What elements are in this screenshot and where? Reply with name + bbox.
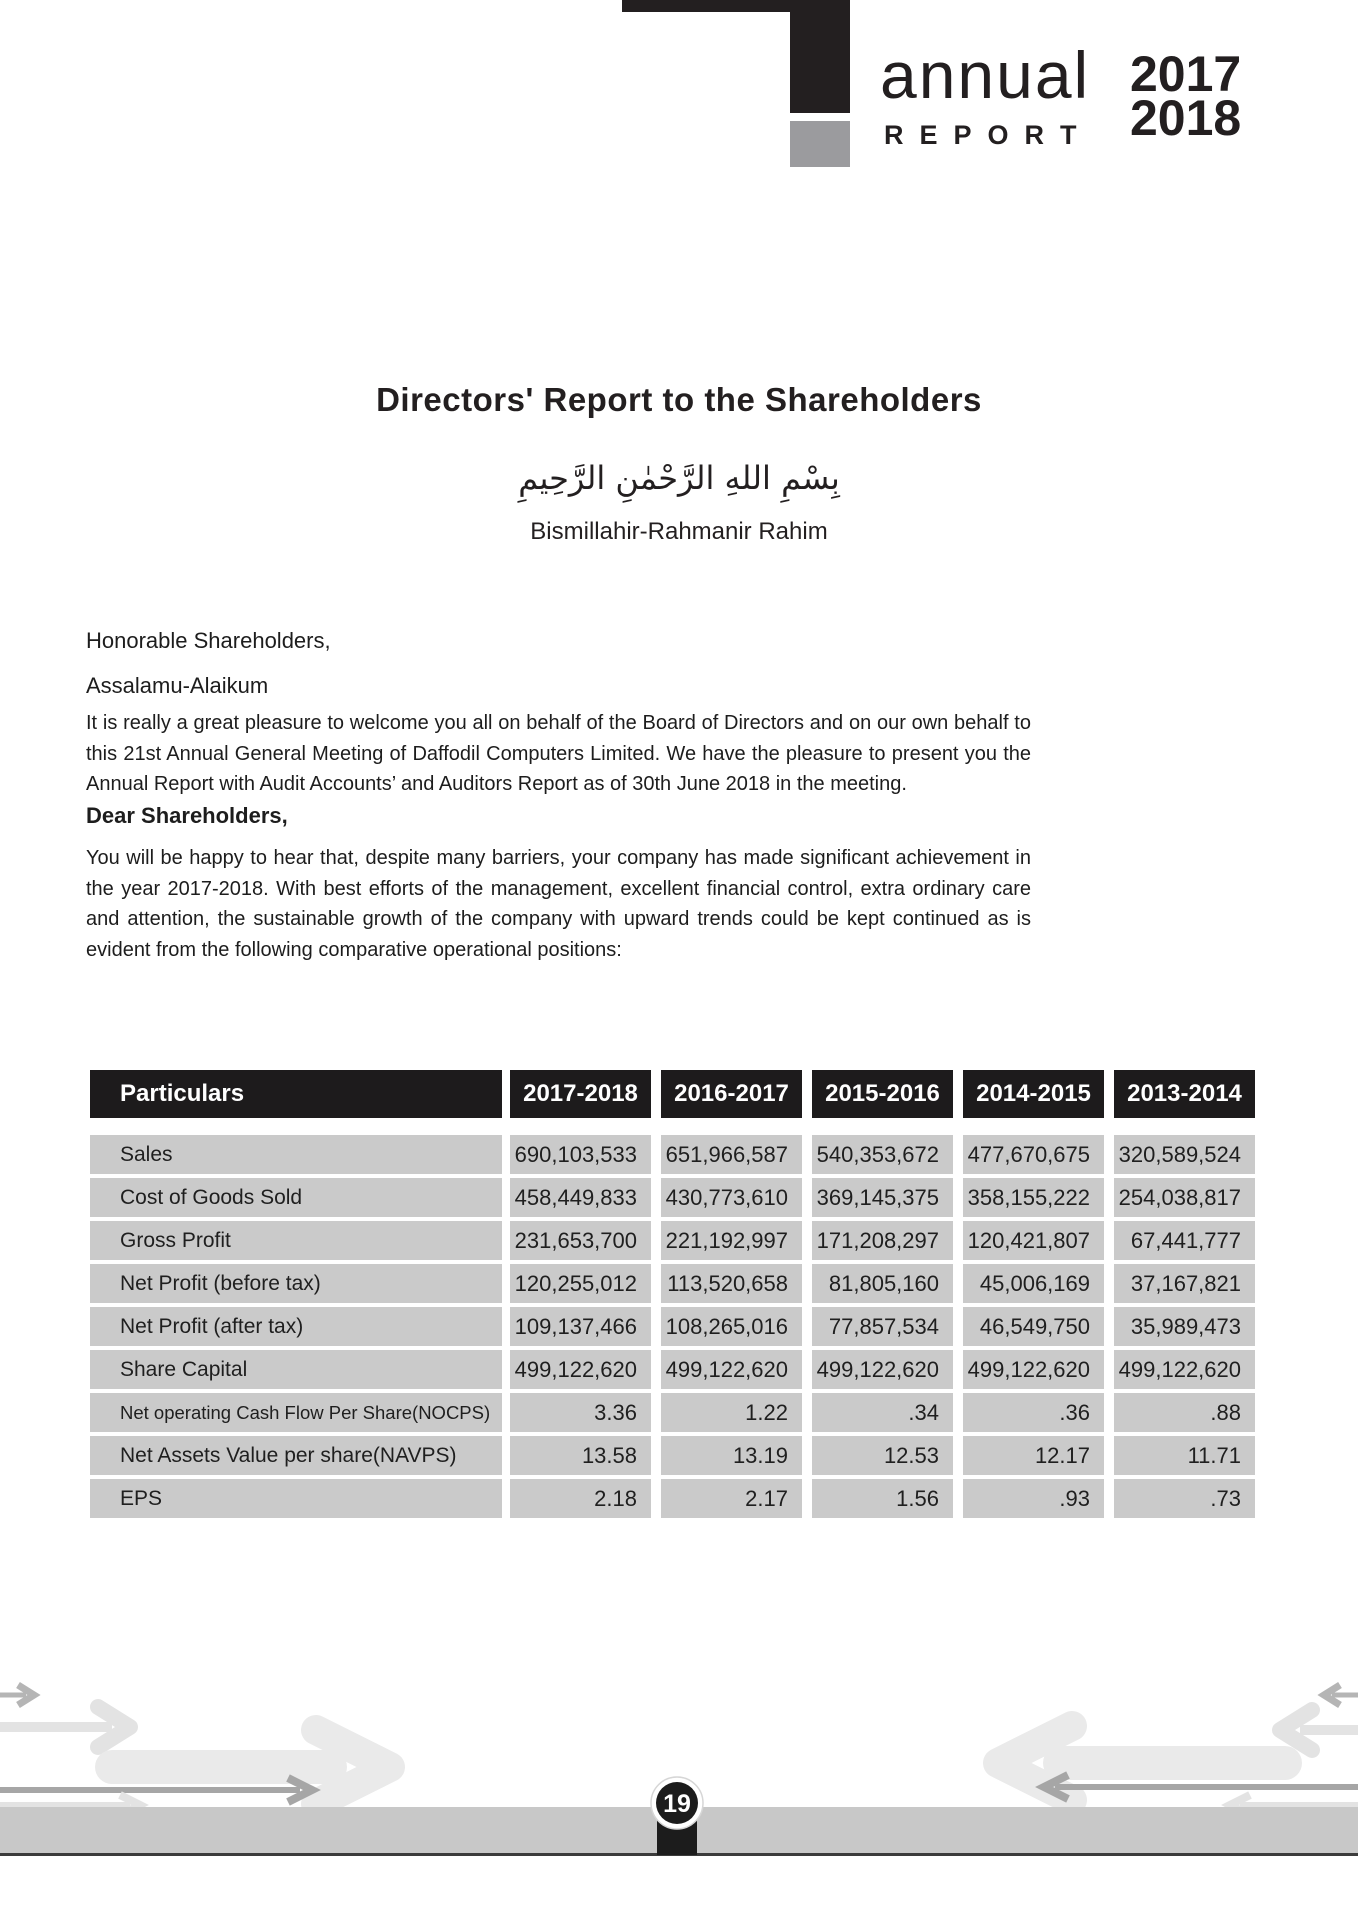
table-cell: 45,006,169 bbox=[963, 1264, 1104, 1303]
header-black-rectangle bbox=[790, 0, 850, 113]
arrow-right-icon bbox=[0, 1707, 130, 1747]
table-cell: 499,122,620 bbox=[812, 1350, 953, 1389]
table-cell: 120,255,012 bbox=[510, 1264, 651, 1303]
table-cell: 499,122,620 bbox=[1114, 1350, 1255, 1389]
table-header-particulars: Particulars bbox=[90, 1070, 502, 1118]
table-cell: 369,145,375 bbox=[812, 1178, 953, 1217]
table-cell: 67,441,777 bbox=[1114, 1221, 1255, 1260]
brand-years bbox=[1130, 46, 1242, 146]
table-cell: 12.17 bbox=[963, 1436, 1104, 1475]
table-cell: 108,265,016 bbox=[661, 1307, 802, 1346]
footer-arrows-left bbox=[0, 1685, 390, 1815]
arrow-right-icon bbox=[0, 1685, 34, 1705]
table-cell: 81,805,160 bbox=[812, 1264, 953, 1303]
paragraph-achievement: You will be happy to hear that, despite many barriers, your company has made significant achievement in the year 2017-2018. With best efforts of the management, excellent financial control, extra ordinary care and attention, the sustainable growth of the company with upward trends could be kept continued as is evident from the following comparative operational positions: bbox=[86, 847, 1031, 961]
table-header-2014-2015: 2014-2015 bbox=[963, 1070, 1104, 1118]
table-cell: 231,653,700 bbox=[510, 1221, 651, 1260]
table-cell: .34 bbox=[812, 1393, 953, 1432]
table-cell: 113,520,658 bbox=[661, 1264, 802, 1303]
table-cell: 13.58 bbox=[510, 1436, 651, 1475]
salutation-honorable: Honorable Shareholders, bbox=[86, 628, 331, 653]
table-cell: 13.19 bbox=[661, 1436, 802, 1475]
table-cell: 120,421,807 bbox=[963, 1221, 1104, 1260]
table-cell: 1.22 bbox=[661, 1393, 802, 1432]
footer-arrows-right bbox=[998, 1685, 1358, 1815]
table-cell: 2.17 bbox=[661, 1479, 802, 1518]
table-header-2015-2016: 2015-2016 bbox=[812, 1070, 953, 1118]
bismillah-calligraphy: بِسْمِ اللهِ الرَّحْمٰنِ الرَّحِيمِ bbox=[518, 459, 840, 497]
page-title: Directors' Report to the Shareholders bbox=[376, 381, 982, 418]
table-cell: 2.18 bbox=[510, 1479, 651, 1518]
table-cell: 35,989,473 bbox=[1114, 1307, 1255, 1346]
table-cell: 221,192,997 bbox=[661, 1221, 802, 1260]
table-cell: .73 bbox=[1114, 1479, 1255, 1518]
table-cell: 37,167,821 bbox=[1114, 1264, 1255, 1303]
table-cell: 651,966,587 bbox=[661, 1135, 802, 1174]
brand-year-top: 2017 bbox=[1130, 46, 1242, 102]
table-cell: 1.56 bbox=[812, 1479, 953, 1518]
table-cell: 3.36 bbox=[510, 1393, 651, 1432]
table-row-label: Sales bbox=[90, 1135, 502, 1174]
table-cell: 254,038,817 bbox=[1114, 1178, 1255, 1217]
table-row-label: Net Profit (after tax) bbox=[90, 1307, 502, 1346]
subheading-dear-shareholders: Dear Shareholders, bbox=[86, 803, 288, 828]
table-cell: 320,589,524 bbox=[1114, 1135, 1255, 1174]
table-cell: 690,103,533 bbox=[510, 1135, 651, 1174]
table-row-label: Net Profit (before tax) bbox=[90, 1264, 502, 1303]
table-cell: .93 bbox=[963, 1479, 1104, 1518]
arrow-left-icon bbox=[1280, 1710, 1358, 1750]
table-cell: 540,353,672 bbox=[812, 1135, 953, 1174]
bismillah-transliteration: Bismillahir-Rahmanir Rahim bbox=[530, 518, 828, 545]
header-top-bar bbox=[622, 0, 790, 12]
table-cell: 430,773,610 bbox=[661, 1178, 802, 1217]
table-cell: 109,137,466 bbox=[510, 1307, 651, 1346]
brand-year-bottom: 2018 bbox=[1130, 90, 1242, 146]
table-row-label: Cost of Goods Sold bbox=[90, 1178, 502, 1217]
arrow-left-icon bbox=[1324, 1685, 1358, 1705]
table-cell: 499,122,620 bbox=[661, 1350, 802, 1389]
table-row-label: Share Capital bbox=[90, 1350, 502, 1389]
brand-annual: annual bbox=[880, 38, 1091, 112]
table-cell: 477,670,675 bbox=[963, 1135, 1104, 1174]
table-row-label: Net operating Cash Flow Per Share(NOCPS) bbox=[90, 1393, 502, 1432]
table-cell: .88 bbox=[1114, 1393, 1255, 1432]
table-row-label: Gross Profit bbox=[90, 1221, 502, 1260]
table-cell: 458,449,833 bbox=[510, 1178, 651, 1217]
header-gray-square bbox=[790, 121, 850, 167]
table-cell: .36 bbox=[963, 1393, 1104, 1432]
table-cell: 499,122,620 bbox=[963, 1350, 1104, 1389]
salutation-assalamu: Assalamu-Alaikum bbox=[86, 673, 269, 698]
table-cell: 46,549,750 bbox=[963, 1307, 1104, 1346]
table-row-label: EPS bbox=[90, 1479, 502, 1518]
table-cell: 171,208,297 bbox=[812, 1221, 953, 1260]
table-header-2017-2018: 2017-2018 bbox=[510, 1070, 651, 1118]
paragraph-welcome: It is really a great pleasure to welcome you all on behalf of the Board of Directors and on our own behalf to this 21st Annual General Meeting of Daffodil Computers Limited. We have the pleasure to present you the Annual Report with Audit Accounts’ and Auditors Report as of 30th June 2018 in the meeting. bbox=[86, 712, 1031, 795]
table-cell: 77,857,534 bbox=[812, 1307, 953, 1346]
table-header-2016-2017: 2016-2017 bbox=[661, 1070, 802, 1118]
table-cell: 358,155,222 bbox=[963, 1178, 1104, 1217]
table-header-2013-2014: 2013-2014 bbox=[1114, 1070, 1255, 1118]
table-cell: 499,122,620 bbox=[510, 1350, 651, 1389]
footer-decoration bbox=[0, 1655, 1358, 1865]
table-row-label: Net Assets Value per share(NAVPS) bbox=[90, 1436, 502, 1475]
page-number: 19 bbox=[663, 1790, 691, 1818]
brand-report: REPORT bbox=[884, 120, 1093, 150]
table-cell: 11.71 bbox=[1114, 1436, 1255, 1475]
table-cell: 12.53 bbox=[812, 1436, 953, 1475]
